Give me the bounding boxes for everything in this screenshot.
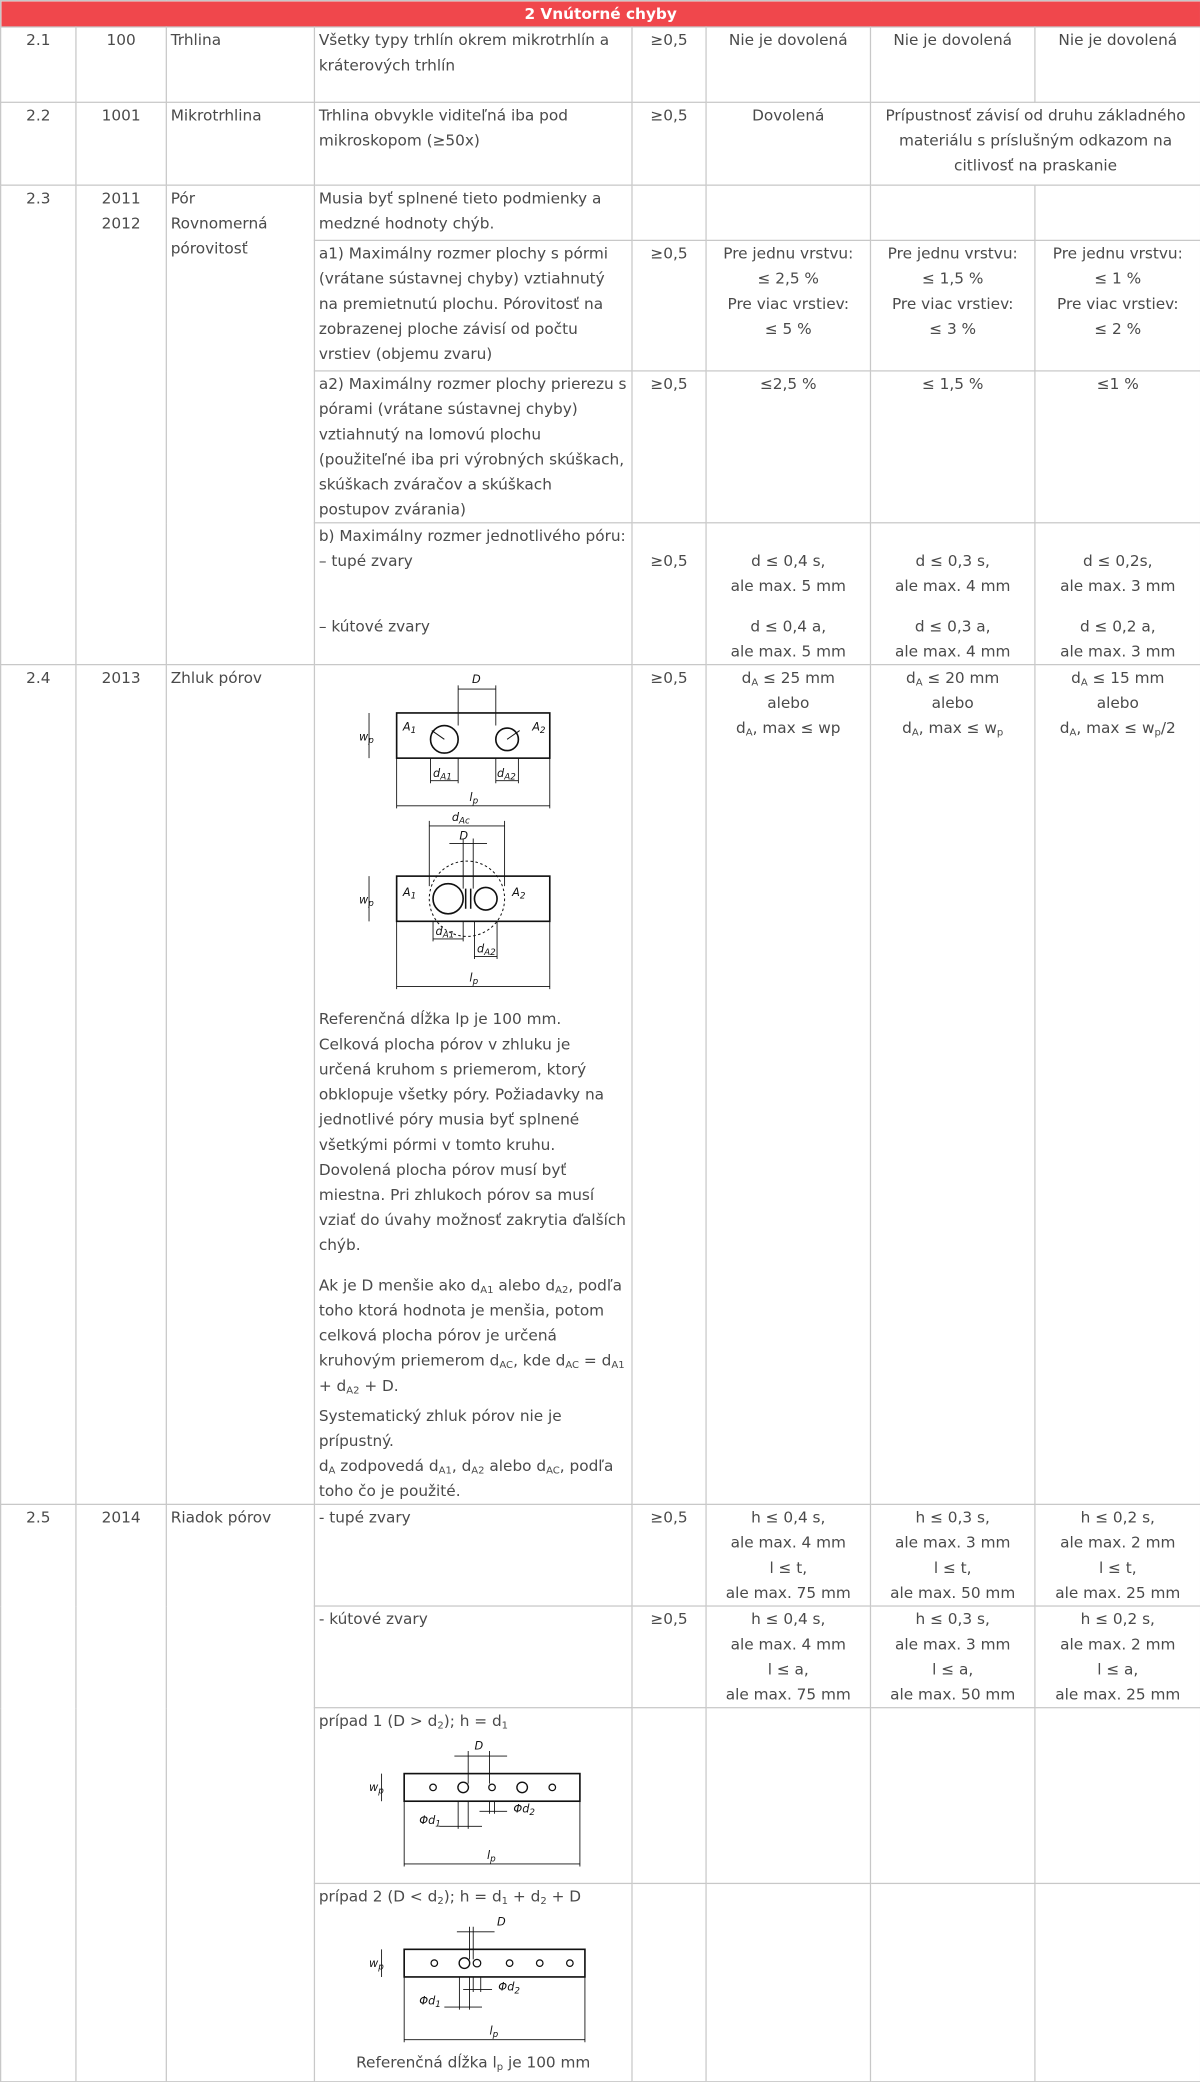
value-line: h ≤ 0,4 s, [751, 1610, 826, 1628]
level-d-value: Nie je dovolená [1035, 27, 1200, 102]
value-line: ale max. 4 mm [895, 577, 1011, 595]
value-line: d ≤ 0,3 a, [914, 617, 991, 636]
value-line: l ≤ a, [932, 1660, 974, 1679]
pore [506, 1960, 513, 1967]
label-da1: $d_A1$ [433, 766, 452, 783]
defect-description: Musia byť splnené tieto podmienky a medzné hodnoty chýb. [314, 185, 632, 240]
da-note: $d_A$ zodpovedá $d_{A1}$, $d_{A2}$ alebo $d_{AC}$, podľa toho čo je použité. [318, 1457, 614, 1500]
value-line: l ≤ t, [769, 1558, 808, 1577]
level-d-value [1035, 1504, 1200, 1606]
label-lp: $l_p$ [469, 790, 479, 807]
pore [431, 1960, 438, 1967]
iso-code: 100 [76, 27, 166, 102]
value-line: h ≤ 0,2 s, [1080, 1508, 1155, 1527]
level-d-value [1035, 665, 1200, 1505]
iso-code-2: 2012 [101, 214, 141, 233]
iso-code: 1001 [76, 102, 166, 185]
defect-name: Mikrotrhlina [166, 102, 314, 185]
defect-description: Všetky typy trhlín okrem mikrotrhlín a kráterových trhlín [314, 27, 632, 102]
label-a2: $A_2$ [532, 720, 546, 737]
case-1-label: prípad 1 $(D > d_2)$; $h = d_1$ [318, 1712, 509, 1731]
value-line: h ≤ 0,3 s, [915, 1508, 990, 1527]
level-c-value: Nie je dovolená [870, 27, 1034, 102]
label-d: D [459, 829, 469, 843]
value-line: ≤ 1 % [1094, 269, 1142, 288]
label-l: $l_p$ [489, 2024, 499, 2041]
iso-code [76, 185, 166, 664]
pore-cluster-figure-1 [319, 665, 628, 1006]
empty-cell [706, 1708, 870, 1884]
empty-cell [1035, 1883, 1200, 2081]
thickness-value: ≥0,5 [632, 665, 706, 1505]
table-row [1, 1504, 1200, 1606]
value-line: $d_A$, $\max \le w_p$ [902, 719, 1004, 739]
value-line: ale max. 2 mm [1060, 1533, 1176, 1552]
table-header-row [1, 1, 1200, 27]
value-line: l ≤ a, [1097, 1660, 1139, 1679]
table-row [1, 102, 1200, 185]
ref-number: 2.2 [1, 102, 76, 185]
empty-cell [1035, 185, 1200, 240]
value-line: ale max. 3 mm [1060, 577, 1176, 595]
value-line: ale max. 4 mm [895, 642, 1011, 661]
iso-code: 2013 [76, 665, 166, 1505]
thickness-value: ≥0,5 [632, 1504, 706, 1606]
pore [517, 1782, 528, 1793]
leader-a1 [432, 731, 445, 740]
level-c-value [870, 665, 1034, 1505]
level-c-value [870, 1606, 1034, 1708]
defect-description: Trhlina obvykle viditeľná iba pod mikroskopom (≥50x) [314, 102, 632, 185]
ref-number: 2.1 [1, 27, 76, 102]
empty-cell [870, 1883, 1034, 2081]
label-lp: $l_p$ [469, 971, 479, 988]
empty-cell [632, 1708, 706, 1884]
value-line: ale max. 50 mm [890, 1685, 1016, 1704]
pore [536, 1960, 543, 1967]
thickness-value: ≥0,5 [632, 27, 706, 102]
pore [567, 1960, 574, 1967]
ref-length-caption: Referenčná dĺžka $l_p$ je 100 mm [356, 2053, 591, 2073]
value-line: ≤ 5 % [764, 320, 812, 338]
pore [549, 1784, 556, 1791]
empty-cell [870, 1708, 1034, 1884]
value-line: ale max. 75 mm [725, 1584, 851, 1602]
label-d: D [497, 1915, 506, 1929]
thickness-value: ≥0,5 [632, 371, 706, 523]
thickness-value: ≥0,5 [632, 1606, 706, 1708]
value-line: $d_A$, max ≤ wp [736, 719, 841, 739]
desc-line: – kútové zvary [318, 617, 430, 636]
value-line: d ≤ 0,3 s, [915, 552, 990, 570]
value-line: alebo [1096, 694, 1139, 712]
level-c-value [870, 523, 1034, 665]
value-line: alebo [931, 694, 974, 712]
value-line: h ≤ 0,4 s, [751, 1508, 826, 1527]
defect-description: a1) Maximálny rozmer plochy s pórmi (vrátane sústavnej chyby) vztiahnutý na premietnutú plochu. Pórovitosť na zobrazenej ploche závisí od počtu vrstiev (objemu zvaru) [314, 240, 632, 371]
empty-cell [706, 1883, 870, 2081]
value-line: ale max. 3 mm [1060, 642, 1176, 661]
value-line: ≤ 1,5 % [921, 269, 984, 288]
level-b-value [706, 523, 870, 665]
table-row [1, 185, 1200, 240]
weld-rect [404, 1774, 580, 1802]
level-c-value [870, 240, 1034, 371]
label-da2: $d_A2$ [497, 766, 516, 783]
value-line: l ≤ a, [767, 1660, 809, 1679]
value-line: ale max. 25 mm [1055, 1584, 1181, 1602]
level-d-value [1035, 1606, 1200, 1708]
defect-description: - kútové zvary [314, 1606, 632, 1708]
case-2-cell [314, 1883, 632, 2081]
value-line: d ≤ 0,2s, [1083, 552, 1153, 570]
value-line: $d_A \le 25$ mm [741, 669, 835, 688]
defect-name-1: Pór [170, 189, 196, 208]
iso-code: 2014 [76, 1504, 166, 2081]
label-wp: $w_p$ [358, 730, 374, 747]
level-d-value [1035, 240, 1200, 371]
label-dac: $d_{Ac}$ [451, 810, 470, 827]
value-line: ≤ 2,5 % [757, 269, 819, 288]
label-a1: $A_1$ [402, 720, 417, 737]
label-wp: $w_p$ [358, 893, 374, 910]
table-row [1, 27, 1200, 102]
value-line: $d_A \le 15$ mm [1071, 669, 1165, 688]
desc-line: b) Maximálny rozmer jednotlivého póru: [318, 527, 626, 545]
desc-line: – tupé zvary [318, 552, 413, 570]
value-line: ale max. 3 mm [895, 1533, 1011, 1552]
value-line: ale max. 75 mm [725, 1685, 851, 1704]
pore [489, 1784, 496, 1791]
value-line: ale max. 50 mm [890, 1584, 1016, 1602]
thickness-value: ≥0,5 [632, 240, 706, 371]
level-b-value [706, 240, 870, 371]
value-line: ale max. 25 mm [1055, 1685, 1181, 1704]
defect-name: Riadok pórov [166, 1504, 314, 2081]
ref-length-note: Referenčná dĺžka lp je 100 mm. [318, 1010, 562, 1029]
case-2-label: prípad 2 $(D < d_2)$; $h = d_1 + d_2 + D$ [318, 1887, 582, 1907]
defect-description [314, 523, 632, 665]
label-a2: $A_2$ [512, 886, 526, 902]
empty-cell [1035, 1708, 1200, 1884]
cluster-rule-note: Ak je D menšie ako $d_{A1}$ alebo $d_{A2}$, podľa toho ktorá hodnota je menšia, potom celková plocha pórov je určená kruhovým priemerom $d_{AC}$, kde $d_{AC} = d_{A1} + d_{A2} + D$. [318, 1276, 625, 1396]
iso-code-1: 2011 [101, 189, 141, 208]
level-b-value: Nie je dovolená [706, 27, 870, 102]
value-line: h ≤ 0,3 s, [915, 1610, 990, 1628]
value-line: Pre jednu vrstvu: [887, 244, 1018, 263]
spacer [319, 1258, 628, 1273]
weld-rect [397, 713, 550, 758]
value-line: ale max. 2 mm [1060, 1635, 1176, 1654]
value-line: $d_A$, $\max \le w_p/2$ [1059, 719, 1176, 739]
value-line: Pre viac vrstiev: [727, 294, 850, 313]
defect-name-2: Rovnomerná pórovitosť [170, 214, 268, 258]
label-d2: $\Phi d_2$ [513, 1802, 536, 1819]
value-line: ale max. 5 mm [730, 642, 846, 661]
level-c-value [870, 1504, 1034, 1606]
value-line: l ≤ t, [933, 1558, 972, 1577]
thickness-value: ≥0,5 [632, 102, 706, 185]
value-line: ale max. 5 mm [730, 577, 846, 595]
defect-description: - tupé zvary [314, 1504, 632, 1606]
value-line: Pre jednu vrstvu: [1052, 244, 1183, 263]
value-line: ≤ 3 % [929, 320, 977, 338]
level-b-value [706, 1504, 870, 1606]
defect-description: a2) Maximálny rozmer plochy prierezu s pórami (vrátane sústavnej chyby) vztiahnutý na lomovú plochu (použiteľné iba pri výrobných skúškach, skúškach zváračov a skúškach postupov zvárania) [314, 371, 632, 523]
value-line: ale max. 4 mm [730, 1533, 846, 1552]
label-d: D [471, 672, 481, 686]
cluster-diagram-overlap [319, 811, 627, 999]
pore-a1 [433, 884, 463, 914]
label-w: $w_p$ [369, 1781, 384, 1797]
empty-cell [632, 185, 706, 240]
thickness-value [632, 523, 706, 665]
ref-number: 2.5 [1, 1504, 76, 2081]
value-line: ≥0,5 [650, 552, 688, 570]
label-d2: $\Phi d_2$ [498, 1980, 520, 1997]
value-line: d ≤ 0,4 a, [750, 617, 827, 636]
label-da1: $d_A1$ [435, 925, 455, 941]
value-line: ale max. 3 mm [895, 1635, 1011, 1654]
defect-name: Trhlina [166, 27, 314, 102]
level-b-value [706, 665, 870, 1505]
pore [458, 1782, 469, 1793]
value-line: Pre viac vrstiev: [1057, 294, 1179, 313]
value-line: $d_A \le 20$ mm [906, 669, 1000, 688]
systematic-note: Systematický zhluk pórov nie je prípustný. [318, 1407, 562, 1450]
value-line: d ≤ 0,4 s, [751, 552, 826, 570]
spacer [319, 574, 628, 602]
value-line: l ≤ t, [1098, 1558, 1137, 1577]
pore-a2 [496, 728, 519, 751]
empty-cell [870, 185, 1034, 240]
defect-name: Zhluk pórov [166, 665, 314, 1505]
pore-a2 [474, 887, 497, 910]
value-line: ≤ 2 % [1094, 320, 1142, 338]
label-da2: $d_A2$ [476, 942, 496, 959]
pore-line-diagram-2 [319, 1909, 627, 2050]
level-d-value [1035, 523, 1200, 665]
value-line: ale max. 4 mm [730, 1635, 846, 1654]
empty-cell [632, 1883, 706, 2081]
label-a1: $A_1$ [402, 886, 417, 902]
defect-description [314, 665, 632, 1505]
label-l: $l_p$ [487, 1848, 496, 1865]
defect-name [166, 185, 314, 664]
label-w: $w_p$ [369, 1956, 384, 1973]
value-line: Pre jednu vrstvu: [723, 244, 854, 263]
label-d1: $\Phi d_1$ [419, 1813, 441, 1830]
pore [459, 1958, 470, 1969]
value-line: alebo [767, 694, 810, 712]
ref-number: 2.4 [1, 665, 76, 1505]
pore-line-diagram-1 [319, 1733, 627, 1874]
value-line: Pre viac vrstiev: [891, 294, 1014, 313]
cluster-note: Celková plocha pórov v zhluku je určená kruhom s priemerom, ktorý obklopuje všetky póry. Požiadavky na jednotlivé póry musia byť splnené všetkými pórmi v tomto kruhu. Dovolená plocha pórov musí byť miestna. Pri zhlukoch pórov sa musí vziať do úvahy možnosť zakrytia ďalších chýb. [318, 1035, 626, 1254]
level-cd-value: Prípustnosť závisí od druhu základného materiálu s príslušným odkazom na citlivosť na praskanie [870, 102, 1200, 185]
cluster-diagram-separate [319, 670, 627, 811]
ref-number: 2.3 [1, 185, 76, 664]
section-title: 2 Vnútorné chyby [1, 1, 1200, 27]
pore [473, 1959, 481, 1967]
case-1-cell [314, 1708, 632, 1884]
level-b-value: ≤2,5 % [706, 371, 870, 523]
level-b-value: Dovolená [706, 102, 870, 185]
label-d: D [474, 1739, 484, 1753]
label-d1: $\Phi d_1$ [419, 1994, 441, 2011]
level-c-value: ≤ 1,5 % [870, 371, 1034, 523]
level-b-value [706, 1606, 870, 1708]
table-row [1, 665, 1200, 1505]
level-d-value: ≤1 % [1035, 371, 1200, 523]
value-line: d ≤ 0,2 a, [1079, 617, 1156, 636]
value-line: h ≤ 0,2 s, [1080, 1610, 1155, 1628]
pore [430, 1784, 437, 1791]
empty-cell [706, 185, 870, 240]
